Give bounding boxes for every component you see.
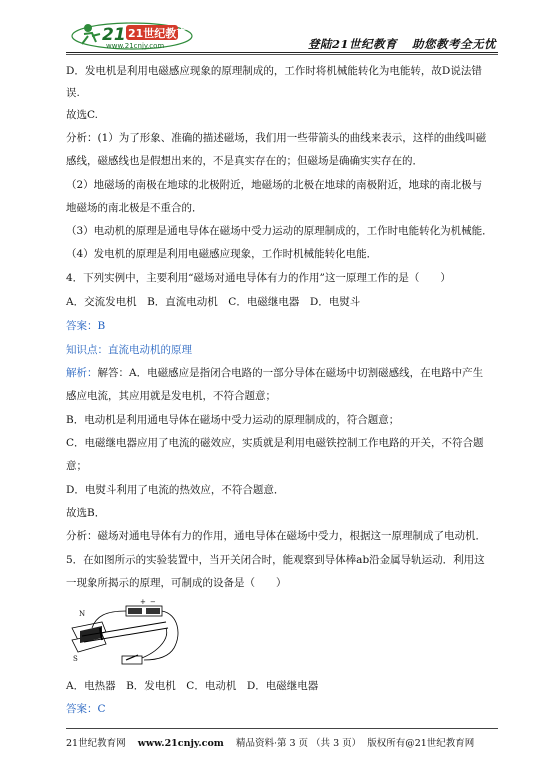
figure-label-plus: + (140, 598, 146, 606)
footer-rule (66, 728, 498, 729)
header-rule (66, 52, 498, 53)
text-line: 意； (66, 460, 87, 472)
slogan-right: 助您教考全无忧 (412, 37, 496, 51)
question-5-options: A．电热器 B．发电机 C．电动机 D．电磁继电器 (66, 680, 319, 692)
logo-text: 21世纪教育 (128, 27, 188, 40)
question-5: 5．在如图所示的实验装置中，当开关闭合时，能观察到导体棒ab沿金属导轨运动．利用这 (66, 554, 485, 566)
text-line: D．发电机是利用电磁感应现象的原理制成的，工作时将机械能转化为电能转，故D说法错 (66, 65, 482, 77)
footer-page: 精品资料·第 3 页 （共 3 页） (235, 738, 362, 749)
experiment-figure (66, 598, 186, 670)
question-4-options: A．交流发电机 B．直流电动机 C．电磁继电器 D．电熨斗 (66, 296, 361, 308)
figure-label-minus: − (150, 598, 156, 606)
question-4: 4．下列实例中，主要利用“磁场对通电导体有力的作用”这一原理工作的是（ ） (66, 272, 451, 284)
text-line: C．电磁继电器应用了电流的磁效应，实质就是利用电磁铁控制工作电路的开关，不符合题 (66, 437, 484, 449)
logo-url: www.21cnjy.com (106, 42, 165, 50)
footer-right: 版权所有@21世纪教育网 (367, 738, 475, 749)
text-line: B．电动机是利用通电导体在磁场中受力运动的原理制成的，符合题意； (66, 414, 400, 426)
text-line: （3）电动机的原理是通电导体在磁场中受力运动的原理制成的，工作时电能转化为机械能． (66, 225, 493, 237)
svg-text:21: 21 (102, 25, 126, 45)
question-4-answer: 答案：B (66, 320, 106, 332)
question-4-analysis: 分析：磁场对通电导体有力的作用，通电导体在磁场中受力，根据这一原理制成了电动机． (66, 530, 486, 542)
explain-label: 解析： (66, 367, 98, 379)
question-4-knowledge (66, 344, 192, 357)
question-4-explain-1 (66, 367, 483, 380)
header (66, 14, 498, 54)
text-line: （2）地磁场的南极在地球的北极附近，地磁场的北极在地球的南极附近，地球的南北极与 (66, 179, 483, 191)
text-line: 感应电流，其应用就是发电机，不符合题意； (66, 390, 276, 402)
footer-url[interactable]: www.21cnjy.com (137, 738, 224, 749)
header-rule-thin (66, 54, 498, 55)
slogan-left: 登陆21世纪教育 (308, 37, 398, 51)
text-line: D．电熨斗利用了电流的热效应，不符合题意． (66, 484, 285, 496)
text-line: 故选B． (66, 507, 106, 519)
question-5-answer: 答案：C (66, 703, 106, 715)
footer-left: 21世纪教育网 (66, 738, 126, 749)
knowledge-label: 知识点：直流电动机的原理 (66, 344, 192, 356)
text-line: （4）发电机的原理是利用电磁感应现象，工作时机械能转化电能． (66, 248, 378, 260)
text-line: 误. (66, 87, 80, 99)
text-line: 故选C. (66, 109, 98, 121)
figure-label-n: N (79, 610, 86, 618)
question-5-cont: 一现象所揭示的原理，可制成的设备是（ ） (66, 577, 287, 589)
figure-label-s: S (73, 655, 78, 663)
explain-text: 解答：A．电磁感应是指闭合电路的一部分导体在磁场中切割磁感线，在电路中产生 (97, 367, 484, 379)
text-line: 分析：(1）为了形象、准确的描述磁场，我们用一些带箭头的曲线来表示，这样的曲线叫磁 (66, 132, 487, 144)
text-line: 感线，磁感线也是假想出来的，不是真实存在的；但磁场是确确实实存在的． (66, 155, 423, 167)
footer (66, 735, 498, 749)
text-line: 地磁场的南北极是不重合的． (66, 202, 203, 214)
